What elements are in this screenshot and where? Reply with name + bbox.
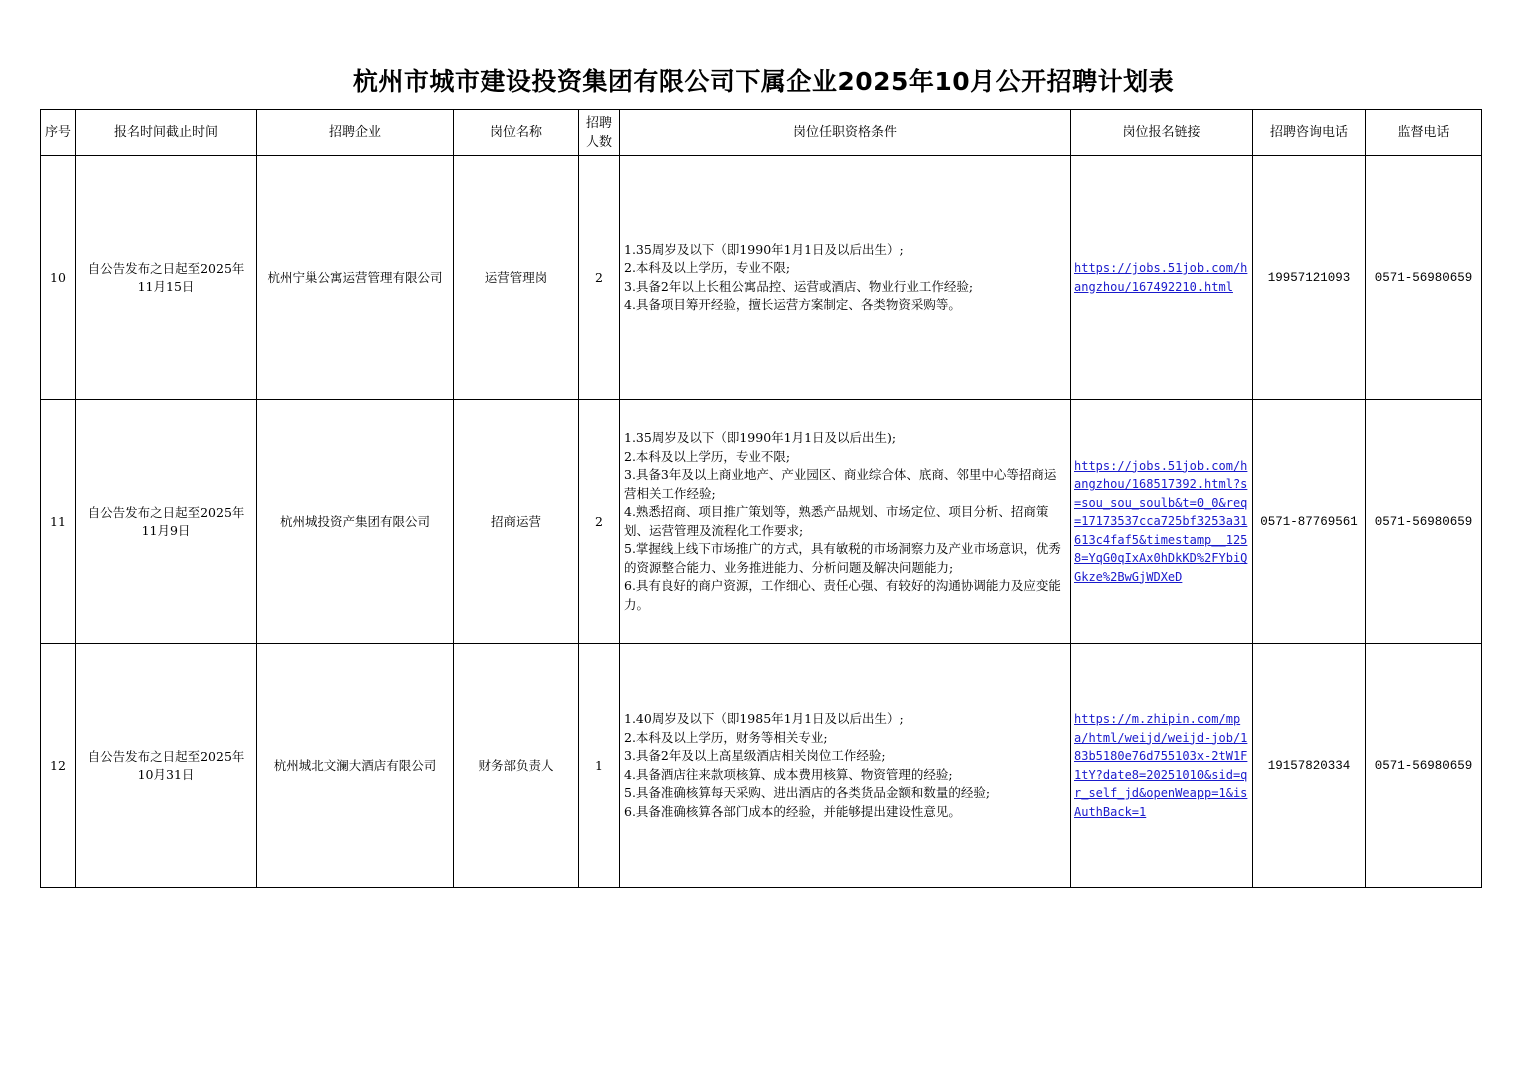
header-position: 岗位名称 (454, 110, 579, 156)
cell-deadline: 自公告发布之日起至2025年11月15日 (76, 156, 257, 400)
requirement-line: 2.本科及以上学历，财务等相关专业; (624, 729, 828, 745)
cell-deadline: 自公告发布之日起至2025年11月9日 (76, 400, 257, 644)
header-deadline: 报名时间截止时间 (76, 110, 257, 156)
requirement-line: 3.具备3年及以上商业地产、产业园区、商业综合体、底商、邻里中心等招商运营相关工作经验; (624, 467, 1057, 501)
cell-supervision: 0571-56980659 (1366, 156, 1482, 400)
requirement-line: 4.具备项目筹开经验，擅长运营方案制定、各类物资采购等。 (624, 297, 961, 312)
cell-link (1071, 400, 1253, 644)
cell-company: 杭州城北文澜大酒店有限公司 (257, 644, 454, 888)
cell-seq: 12 (41, 644, 76, 888)
header-requirements: 岗位任职资格条件 (620, 110, 1071, 156)
header-supervision: 监督电话 (1366, 110, 1482, 156)
cell-requirements (620, 156, 1071, 400)
cell-supervision: 0571-56980659 (1366, 644, 1482, 888)
requirement-line: 5.掌握线上线下市场推广的方式，具有敏税的市场洞察力及产业市场意识，优秀的资源整合能力、业务推进能力、分析问题及解决问题能力; (624, 541, 1061, 575)
cell-link (1071, 156, 1253, 400)
cell-phone: 19957121093 (1253, 156, 1366, 400)
requirement-line: 3.具备2年以上长租公寓品控、运营或酒店、物业行业工作经验; (624, 278, 974, 294)
requirement-line: 4.熟悉招商、项目推广策划等，熟悉产品规划、市场定位、项目分析、招商策划、运营管理及流程化工作要求; (624, 504, 1049, 538)
apply-link[interactable]: https://jobs.51job.com/hangzhou/168517392.html?s=sou_sou_soulb&t=0_0&req=17173537cca725bf3253a31613c4faf5&timestamp__1258=YqG0qIxAx0hDkKD%2FYbiQGkze%2BwGjWDXeD (1074, 458, 1248, 584)
header-link: 岗位报名链接 (1071, 110, 1253, 156)
cell-company: 杭州宁巢公寓运营管理有限公司 (257, 156, 454, 400)
table-row (41, 644, 1482, 888)
requirement-line: 2.本科及以上学历，专业不限; (624, 448, 791, 464)
cell-company: 杭州城投资产集团有限公司 (257, 400, 454, 644)
cell-seq: 11 (41, 400, 76, 644)
cell-count: 2 (579, 156, 620, 400)
cell-position: 招商运营 (454, 400, 579, 644)
apply-link[interactable]: https://m.zhipin.com/mpa/html/weijd/weijd-job/183b5180e76d755103x-2tW1F1tY?date8=20251010&sid=qr_self_jd&openWeapp=1&isAuthBack=1 (1074, 712, 1248, 819)
cell-position: 运营管理岗 (454, 156, 579, 400)
requirement-line: 2.本科及以上学历，专业不限; (624, 260, 791, 275)
requirement-line: 6.具备准确核算各部门成本的经验，并能够提出建设性意见。 (624, 803, 961, 819)
cell-requirements (620, 400, 1071, 644)
apply-link[interactable]: https://jobs.51job.com/hangzhou/167492210.html (1074, 261, 1248, 294)
requirement-line: 1.40周岁及以下（即1985年1月1日及以后出生）; (624, 711, 904, 726)
cell-seq: 10 (41, 156, 76, 400)
requirement-line: 1.35周岁及以下（即1990年1月1日及以后出生）; (624, 241, 904, 257)
requirement-line: 6.具有良好的商户资源，工作细心、责任心强、有较好的沟通协调能力及应变能力。 (624, 578, 1061, 612)
cell-phone: 19157820334 (1253, 644, 1366, 888)
header-phone: 招聘咨询电话 (1253, 110, 1366, 156)
cell-phone: 0571-87769561 (1253, 400, 1366, 644)
cell-position: 财务部负责人 (454, 644, 579, 888)
cell-count: 1 (579, 644, 620, 888)
cell-supervision: 0571-56980659 (1366, 400, 1482, 644)
recruitment-plan-table (40, 109, 1482, 888)
table-row (41, 400, 1482, 644)
requirement-line: 1.35周岁及以下（即1990年1月1日及以后出生); (624, 430, 897, 445)
cell-link (1071, 644, 1253, 888)
table-header-row (41, 110, 1482, 156)
header-count: 招聘人数 (579, 110, 620, 156)
cell-deadline: 自公告发布之日起至2025年10月31日 (76, 644, 257, 888)
requirement-line: 5.具备准确核算每天采购、进出酒店的各类货品金额和数量的经验; (624, 785, 991, 800)
header-seq: 序号 (41, 110, 76, 156)
header-company: 招聘企业 (257, 110, 454, 156)
cell-count: 2 (579, 400, 620, 644)
requirement-line: 4.具备酒店往来款项核算、成本费用核算、物资管理的经验; (624, 766, 953, 782)
requirement-line: 3.具备2年及以上高星级酒店相关岗位工作经验; (624, 748, 886, 763)
cell-requirements (620, 644, 1071, 888)
table-row (41, 156, 1482, 400)
page-title: 杭州市城市建设投资集团有限公司下属企业2025年10月公开招聘计划表 (352, 67, 1175, 96)
